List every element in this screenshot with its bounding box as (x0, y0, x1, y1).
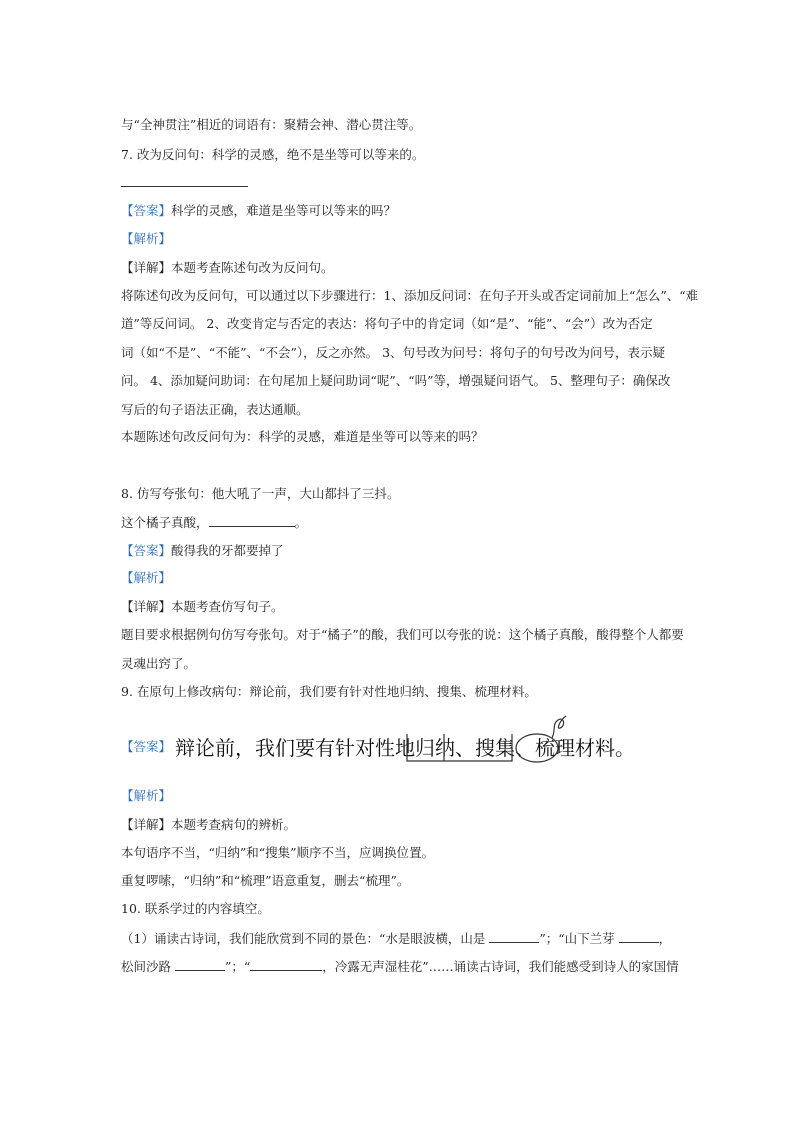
question-10: 10. 联系学过的内容填空。 (121, 901, 270, 916)
question-7: 7. 改为反问句：科学的灵感，绝不是坐等可以等来的。 (121, 147, 425, 162)
q8-answer (121, 543, 284, 559)
fill-blank (175, 958, 225, 971)
paragraph-line: 道”等反问词。 2、改变肯定与否定的表达：将句子中的肯定词（如“是”、“能”、“会”）改为否定 (121, 316, 653, 331)
q10-line-1 (121, 930, 671, 947)
answer-tag: 【答案】 (121, 203, 172, 218)
fill-blank (250, 958, 322, 971)
detail-tag: 【详解】 (121, 260, 172, 275)
q7-answer (121, 203, 396, 219)
answer-blank-line (121, 186, 248, 187)
text-segment: ， (658, 931, 672, 946)
detail-text: 本题考查陈述句改为反问句。 (171, 260, 334, 275)
analysis-tag: 【解析】 (121, 788, 172, 803)
paragraph-line: 词（如“不是”、“不能”、“不会”），反之亦然。 3、句号改为问号：将句子的句号改为问号，表示疑 (121, 345, 666, 360)
prompt-text: 这个橘子真酸， (121, 515, 209, 530)
detail-text: 本题考查仿写句子。 (171, 599, 284, 614)
fill-blank (489, 930, 539, 943)
question-9: 9. 在原句上修改病句：辩论前，我们要有针对性地归纳、搜集、梳理材料。 (121, 684, 537, 699)
corrected-text-marked: 归纳、搜集、梳理 (415, 736, 575, 760)
paragraph-line: 将陈述句改为反问句，可以通过以下步骤进行：1、添加反问词：在句子开头或否定词前加上“怎么”、“难 (121, 288, 699, 303)
answer-tag: 【答案】 (121, 739, 172, 754)
q7-analysis-tag (121, 231, 171, 247)
q8-prompt (121, 514, 307, 531)
q10-line-2 (121, 958, 679, 975)
paragraph-line: 题目要求根据例句仿写夸张句。对于“橘子”的酸，我们可以夸张的说：这个橘子真酸，酸得整个人都要 (121, 627, 684, 642)
paragraph-line: 重复啰嗦，“归纳”和“梳理”语意重复，删去“梳理”。 (121, 873, 410, 888)
answer-text: 科学的灵感，难道是坐等可以等来的吗？ (171, 203, 397, 218)
analysis-tag: 【解析】 (121, 231, 172, 246)
text-segment: ”；“ (225, 959, 251, 974)
detail-text: 本题考查病句的辨析。 (171, 817, 297, 832)
text-segment: 松间沙路 (121, 959, 172, 974)
detail-tag: 【详解】 (121, 599, 172, 614)
text-segment: ”；“山下兰芽 (539, 931, 615, 946)
prompt-end: 。 (294, 515, 308, 530)
answer-text: 酸得我的牙都要掉了 (171, 543, 284, 558)
q7-detail (121, 260, 334, 276)
q9-corrected-sentence (121, 734, 635, 764)
question-8: 8. 仿写夸张句：他大吼了一声，大山都抖了三抖。 (121, 486, 400, 501)
detail-tag: 【详解】 (121, 817, 172, 832)
q8-analysis-tag (121, 570, 171, 586)
paragraph-line: 写后的句子语法正确，表达通顺。 (121, 402, 309, 417)
q8-detail (121, 599, 284, 615)
text-line: 与“全神贯注”相近的词语有：聚精会神、潜心贯注等。 (121, 117, 422, 132)
corrected-text-c: 材料。 (575, 736, 635, 760)
paragraph-line: 本题陈述句改反问句为：科学的灵感，难道是坐等可以等来的吗？ (121, 429, 484, 444)
q9-analysis-tag (121, 788, 171, 804)
paragraph-line: 本句语序不当，“归纳”和“搜集”顺序不当，应调换位置。 (121, 845, 435, 860)
text-segment: ，冷露无声湿桂花”……诵读古诗词，我们能感受到诗人的家国情 (322, 959, 679, 974)
corrected-text-a: 辩论前，我们要有针对性地 (175, 736, 415, 760)
fill-blank (209, 514, 295, 527)
answer-tag: 【答案】 (121, 543, 172, 558)
paragraph-line: 问。 4、添加疑问助词：在句尾加上疑问助词“呢”、“吗”等，增强疑问语气。 5、整理句子：确保改 (121, 373, 671, 388)
analysis-tag: 【解析】 (121, 570, 172, 585)
text-segment: （1）诵读古诗词，我们能欣赏到不同的景色：“水是眼波横，山是 (121, 931, 486, 946)
fill-blank (619, 930, 659, 943)
q9-detail (121, 817, 296, 833)
paragraph-line: 灵魂出窍了。 (121, 656, 197, 671)
